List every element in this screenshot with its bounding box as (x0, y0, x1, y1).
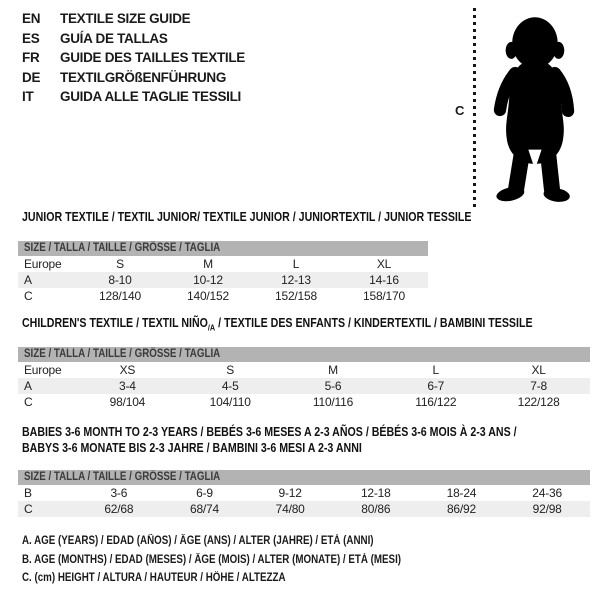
babies-size-table (18, 470, 590, 517)
table-row-europe (18, 362, 590, 378)
babies-title-line1: BABIES 3-6 MONTH TO 2-3 YEARS / BEBÉS 3-6 MESES A 2-3 AÑOS / BÉBÉS 3-6 MOIS À 2-3 ANS / (22, 425, 517, 439)
junior-size-table (18, 241, 428, 304)
language-header (22, 9, 245, 107)
lang-row-en (22, 9, 245, 29)
legend-footnotes (22, 532, 468, 588)
lang-label: GUÍA DE TALLAS (60, 30, 168, 46)
value-cell: 158/170 (363, 289, 405, 303)
value-cell: 9-12 (278, 486, 302, 500)
children-size-table (18, 347, 590, 410)
value-cell: 152/158 (275, 289, 317, 303)
lang-code: FR (22, 50, 40, 65)
value-cell: 62/68 (104, 502, 134, 516)
value-cell: 74/80 (275, 502, 305, 516)
size-cell: S (116, 257, 124, 271)
lang-code: IT (22, 89, 34, 104)
baby-silhouette-icon (482, 9, 586, 209)
size-header-label: SIZE / TALLA / TAILLE / GRÖSSE / TAGLIA (24, 242, 221, 254)
size-header-bar (18, 347, 590, 362)
size-cell: L (292, 257, 300, 271)
children-table-title-text: CHILDREN'S TEXTILE / TEXTIL $NIÑO_{/A}$ / TEXTILE DES ENFANTS / KINDERTEXTIL / BAMBINI TESSILE (22, 316, 533, 333)
title-subscript: /A (207, 322, 216, 333)
lang-code: DE (22, 69, 41, 85)
value-cell: 68/74 (189, 502, 219, 516)
junior-table-title (22, 210, 551, 224)
children-table-title (22, 316, 600, 333)
size-cell: XL (376, 257, 392, 271)
value-cell: 104/110 (209, 395, 251, 409)
value-cell: 14-16 (369, 273, 399, 287)
size-cell: XL (531, 363, 546, 377)
size-header-bar (18, 470, 590, 485)
value-cell: 116/122 (415, 395, 457, 409)
value-cell: 80/86 (361, 502, 391, 516)
table-row-months (18, 485, 590, 501)
value-cell: 18-24 (446, 486, 477, 500)
row-label: A (24, 273, 32, 287)
table-row-age (18, 378, 590, 394)
measure-label-c: C (455, 103, 465, 118)
value-cell: 6-7 (427, 379, 445, 393)
row-label: B (24, 486, 32, 500)
value-cell: 4-5 (221, 379, 239, 393)
size-cell: S (226, 363, 235, 377)
footnote-b: B. AGE (MONTHS) / EDAD (MESES) / ÂGE (MOIS) / ALTER (MONATE) / ETÀ (MESI) (22, 553, 402, 566)
row-label: C (24, 395, 33, 409)
table-row-height (18, 394, 590, 410)
babies-table (18, 485, 590, 517)
row-label: C (24, 289, 33, 303)
value-cell: 12-18 (360, 486, 391, 500)
lang-code: EN (22, 11, 41, 26)
value-cell: 98/104 (109, 395, 146, 409)
value-cell: 110/116 (312, 395, 354, 409)
size-header-label: SIZE / TALLA / TAILLE / GRÖSSE / TAGLIA (24, 471, 221, 483)
lang-row-fr (22, 48, 245, 68)
lang-row-es (22, 29, 245, 49)
size-cell: XS (119, 363, 136, 377)
value-cell: 3-6 (110, 486, 128, 500)
row-label: C (24, 502, 33, 516)
table-row-age (18, 272, 428, 288)
value-cell: 86/92 (446, 502, 476, 516)
junior-table (18, 256, 428, 304)
footnote-c: C. (cm) HEIGHT / ALTURA / HAUTEUR / HÖHE / ALTEZZA (22, 572, 286, 584)
lang-label: GUIDA ALLE TAGLIE TESSILI (60, 89, 241, 104)
lang-row-de (22, 68, 245, 88)
size-cell: M (203, 257, 213, 271)
lang-code: ES (22, 30, 40, 46)
lang-label: TEXTILE SIZE GUIDE (60, 11, 191, 26)
value-cell: 24-36 (532, 486, 562, 500)
value-cell: 8-10 (108, 273, 132, 287)
value-cell: 5-6 (324, 379, 342, 393)
row-label: A (24, 379, 32, 393)
value-cell: 3-4 (119, 379, 136, 393)
junior-table-title-text: JUNIOR TEXTILE / TEXTIL JUNIOR/ TEXTILE JUNIOR / JUNIORTEXTIL / JUNIOR TESSILE (22, 210, 472, 224)
table-row-europe (18, 256, 428, 272)
babies-table-title (22, 424, 600, 456)
children-table (18, 362, 590, 410)
size-cell: M (328, 363, 338, 377)
value-cell: 12-13 (281, 273, 311, 287)
value-cell: 128/140 (99, 289, 141, 303)
row-label: Europe (24, 363, 62, 377)
row-label: Europe (24, 257, 62, 271)
size-cell: L (432, 363, 440, 377)
table-row-height (18, 501, 590, 517)
value-cell: 6-9 (196, 486, 213, 500)
babies-title-line2: BABYS 3-6 MONATE BIS 2-3 JAHRE / BAMBINI 3-6 MESI A 2-3 ANNI (22, 441, 362, 455)
value-cell: 92/98 (532, 502, 562, 516)
table-row-height (18, 288, 428, 304)
lang-label: GUIDE DES TAILLES TEXTILE (60, 50, 246, 65)
value-cell: 140/152 (187, 289, 229, 303)
lang-row-it (22, 87, 245, 107)
height-measure-dashed-line (473, 8, 476, 207)
value-cell: 10-12 (193, 273, 223, 287)
value-cell: 122/128 (517, 395, 560, 409)
size-header-label: SIZE / TALLA / TAILLE / GRÖSSE / TAGLIA (24, 348, 221, 360)
lang-label: TEXTILGRÖßENFÜHRUNG (60, 69, 227, 85)
size-header-bar (18, 241, 428, 256)
value-cell: 7-8 (530, 379, 547, 393)
footnote-a: A. AGE (YEARS) / EDAD (AÑOS) / ÂGE (ANS) / ALTER (JAHRE) / ETÀ (ANNI) (22, 535, 374, 547)
